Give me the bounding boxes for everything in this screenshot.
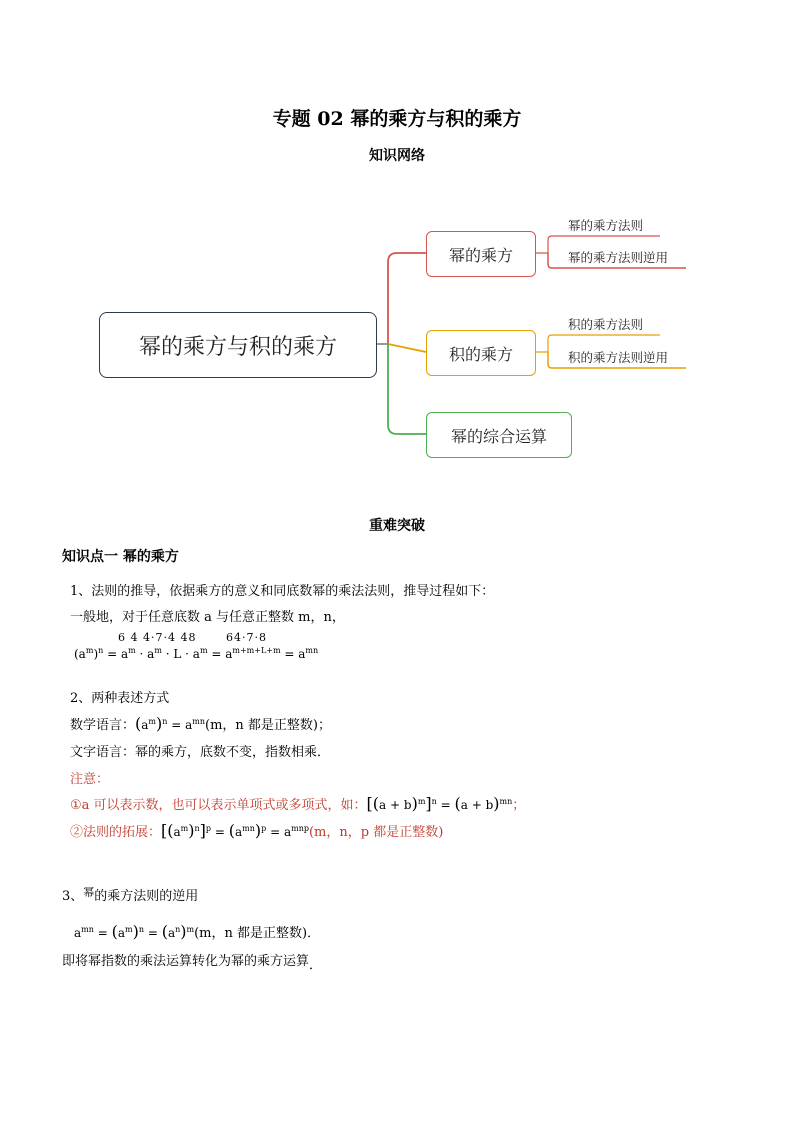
paragraph-4 [62, 884, 198, 904]
paragraph-4-rest: 的乘方法则的逆用 [94, 889, 199, 904]
inverse-formula: $a^{mn} = (a^m)^n = (a^n)^m$ [74, 922, 195, 941]
text-language-line: 文字语言：幂的乘方，底数不变，指数相乘． [70, 745, 331, 760]
derivation-formula: $(a^m)^n = a^m \cdot a^m \cdot L \cdot a^m = a^{m+m+L+m} = a^{mn}$ [74, 646, 319, 661]
derivation-brace-label-b: 64·7·8 [226, 631, 267, 644]
knowledge-point-heading: 知识点一 幂的乘方 [62, 549, 179, 565]
section-heading: 重难突破 [369, 518, 425, 534]
mindmap-branch-power-of-power: 幂的乘方 [426, 231, 536, 277]
math-language-line [70, 714, 331, 733]
paragraph-4-word: 幂 [83, 886, 95, 899]
mindmap-branch-power-of-product: 积的乘方 [426, 330, 536, 376]
paragraph-2: 一般地，对于任意底数 a 与任意正整数 m，n， [70, 610, 345, 625]
math-language-tail: (m，n 都是正整数)； [205, 718, 331, 733]
note-2-tail: (m，n，p 都是正整数) [308, 825, 444, 840]
paragraph-4-num: 3、 [62, 889, 84, 904]
paragraph-1: 1、法则的推导，依据乘方的意义和同底数幂的乘法法则，推导过程如下： [70, 584, 495, 599]
inverse-tail: (m，n 都是正整数)． [194, 926, 321, 941]
mindmap-leaf: 幂的乘方法则 [568, 218, 644, 233]
note-1-text: ①a 可以表示数，也可以表示单项式或多项式，如： [70, 798, 367, 813]
mindmap-connectors [0, 0, 794, 480]
derivation-brace-label-a: 6 4 4·7·4 48 [118, 631, 197, 644]
connector-branch-2 [388, 344, 426, 352]
derivation-open: (a [74, 647, 86, 661]
page-title: 专题 02 幂的乘方与积的乘方 [272, 108, 522, 130]
note-1-formula: $[(a + b)^m]^n = (a + b)^{mn}$ [366, 794, 513, 813]
mindmap-leaf: 幂的乘方法则逆用 [568, 250, 669, 265]
math-formula: $(a^m)^n = a^{mn}$ [135, 714, 206, 733]
paragraph-5-dot: ． [309, 958, 323, 973]
mindmap-leaf: 积的乘方法则 [568, 317, 644, 332]
connector-branch-1 [388, 253, 426, 344]
paragraph-5 [62, 950, 322, 973]
note-label: 注意： [70, 772, 110, 787]
mindmap-leaf: 积的乘方法则逆用 [568, 350, 669, 365]
mindmap-branch-combined: 幂的综合运算 [426, 412, 572, 458]
paragraph-5-text: 即将幂指数的乘法运算转化为幂的乘方运算 [62, 954, 310, 969]
note-2-formula: $[(a^m)^n]^p = (a^{mn})^p = a^{mnp}$ [161, 821, 309, 840]
note-1: ①a 可以表示数，也可以表示单项式或多项式，如：$[(a + b)^m]^n = (a + b)^{mn}$； [70, 794, 526, 813]
inverse-line [74, 922, 320, 941]
math-language-label: 数学语言： [70, 718, 136, 733]
knowledge-network-heading: 知识网络 [369, 148, 425, 164]
mindmap-root: 幂的乘方与积的乘方 [99, 312, 377, 378]
note-2 [70, 821, 443, 840]
note-2-text: ②法则的拓展： [70, 825, 162, 840]
paragraph-3: 2、两种表述方式 [70, 691, 170, 706]
connector-branch-3 [388, 344, 426, 434]
